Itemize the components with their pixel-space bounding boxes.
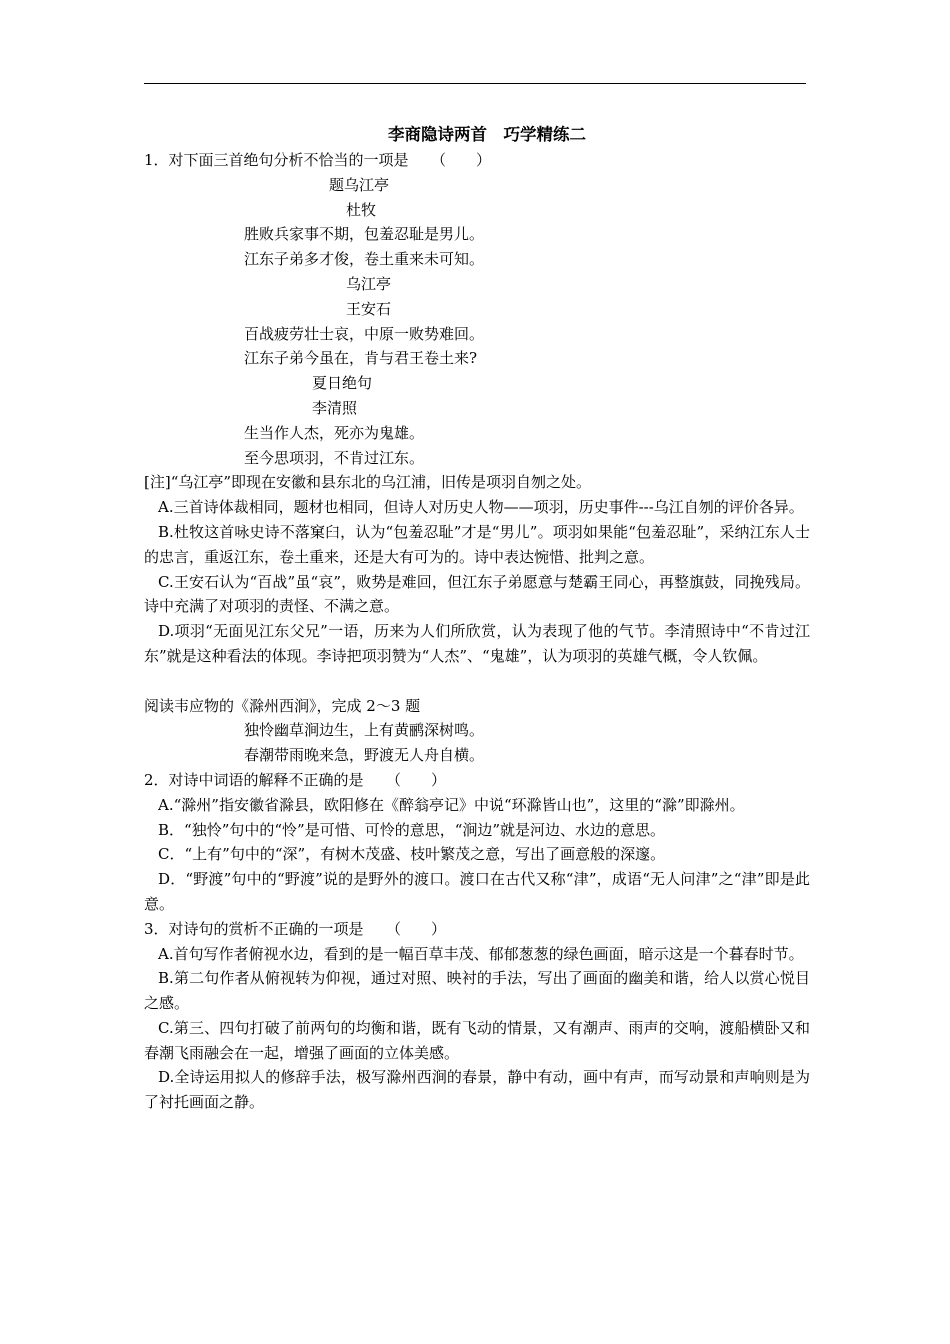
poem-1-line: 江东子弟多才俊，卷土重来未可知。 [244, 250, 485, 269]
question-1-option-a: A.三首诗体裁相同，题材也相同，但诗人对历史人物——项羽，历史事件---乌江自刎的评价各异。 [158, 498, 804, 517]
page-title: 李商隐诗两首 巧学精练二 [388, 125, 586, 144]
question-1-note: [注]“乌江亭”即现在安徽和县东北的乌江浦，旧传是项羽自刎之处。 [144, 473, 592, 492]
reading-poem-line: 春潮带雨晚来急，野渡无人舟自横。 [244, 746, 485, 765]
poem-3-title: 夏日绝句 [312, 374, 373, 393]
poem-3-author: 李清照 [312, 398, 358, 417]
poem-2-line: 江东子弟今虽在，肯与君王卷土来? [244, 349, 478, 368]
question-2-stem: 2．对诗中词语的解释不正确的是 （ ） [144, 770, 447, 789]
poem-2-title: 乌江亭 [346, 274, 392, 293]
question-3-option-b: B.第二句作者从俯视转为仰视，通过对照、映衬的手法，写出了画面的幽美和谐，给人以赏心悦目之感。 [144, 969, 810, 1013]
question-3-option-a: A.首句写作者俯视水边，看到的是一幅百草丰茂、郁郁葱葱的绿色画面，暗示这是一个暮春时节。 [158, 944, 804, 963]
document-body [144, 122, 810, 1115]
question-3-stem: 3．对诗句的赏析不正确的一项是 （ ） [144, 919, 447, 938]
question-1-option-b: B.杜牧这首咏史诗不落窠臼，认为“包羞忍耻”才是“男儿”。项羽如果能“包羞忍耻”，采纳江东人士的忠言，重返江东，卷土重来，还是大有可为的。诗中表达惋惜、批判之意。 [144, 522, 810, 566]
reading-poem-line: 独怜幽草涧边生，上有黄鹂深树鸣。 [244, 721, 485, 740]
question-2-option-d: D．“野渡”句中的“野渡”说的是野外的渡口。渡口在古代又称“津”，成语“无人问津”之“津”即是此意。 [144, 870, 810, 913]
question-2-option-c: C．“上有”句中的“深”，有树木茂盛、枝叶繁茂之意，写出了画意般的深邃。 [158, 845, 666, 864]
question-2-option-b: B．“独怜”句中的“怜”是可惜、可怜的意思，“涧边”就是河边、水边的意思。 [158, 820, 666, 839]
poem-1-author: 杜牧 [346, 200, 377, 219]
header-rule [144, 83, 806, 84]
poem-1-title: 题乌江亭 [329, 175, 390, 194]
poem-2-author: 王安石 [346, 299, 392, 318]
reading-intro: 阅读韦应物的《滁州西涧》，完成 2～3 题 [144, 696, 421, 715]
poem-3-line: 生当作人杰，死亦为鬼雄。 [244, 423, 425, 442]
poem-2-line: 百战疲劳壮士哀，中原一败势难回。 [244, 324, 485, 343]
question-3-option-c: C.第三、四句打破了前两句的均衡和谐，既有飞动的情景，又有潮声、雨声的交响，渡船横卧又和春潮飞雨融会在一起，增强了画面的立体美感。 [144, 1018, 810, 1062]
question-3-option-d: D.全诗运用拟人的修辞手法，极写滁州西涧的春景，静中有动，画中有声，而写动景和声响则是为了衬托画面之静。 [144, 1068, 810, 1112]
question-1-option-c: C.王安石认为“百战”虽“哀”，败势是难回，但江东子弟愿意与楚霸王同心，再整旗鼓，同挽残局。诗中充满了对项羽的责怪、不满之意。 [144, 572, 810, 616]
question-1-option-d: D.项羽“无面见江东父兄”一语，历来为人们所欣赏，认为表现了他的气节。李清照诗中“不肯过江东”就是这种看法的体现。李诗把项羽赞为“人杰”、“鬼雄”，认为项羽的英雄气概，令人钦佩。 [144, 622, 810, 665]
poem-3-line: 至今思项羽，不肯过江东。 [244, 448, 425, 467]
question-2-option-a: A.“滁州”指安徽省滁县，欧阳修在《醉翁亭记》中说“环滁皆山也”，这里的“滁”即滁州。 [158, 795, 745, 814]
poem-1-line: 胜败兵家事不期，包羞忍耻是男儿。 [244, 225, 485, 244]
question-1-stem: 1．对下面三首绝句分析不恰当的一项是 （ ） [144, 151, 492, 169]
spacer [144, 669, 810, 694]
